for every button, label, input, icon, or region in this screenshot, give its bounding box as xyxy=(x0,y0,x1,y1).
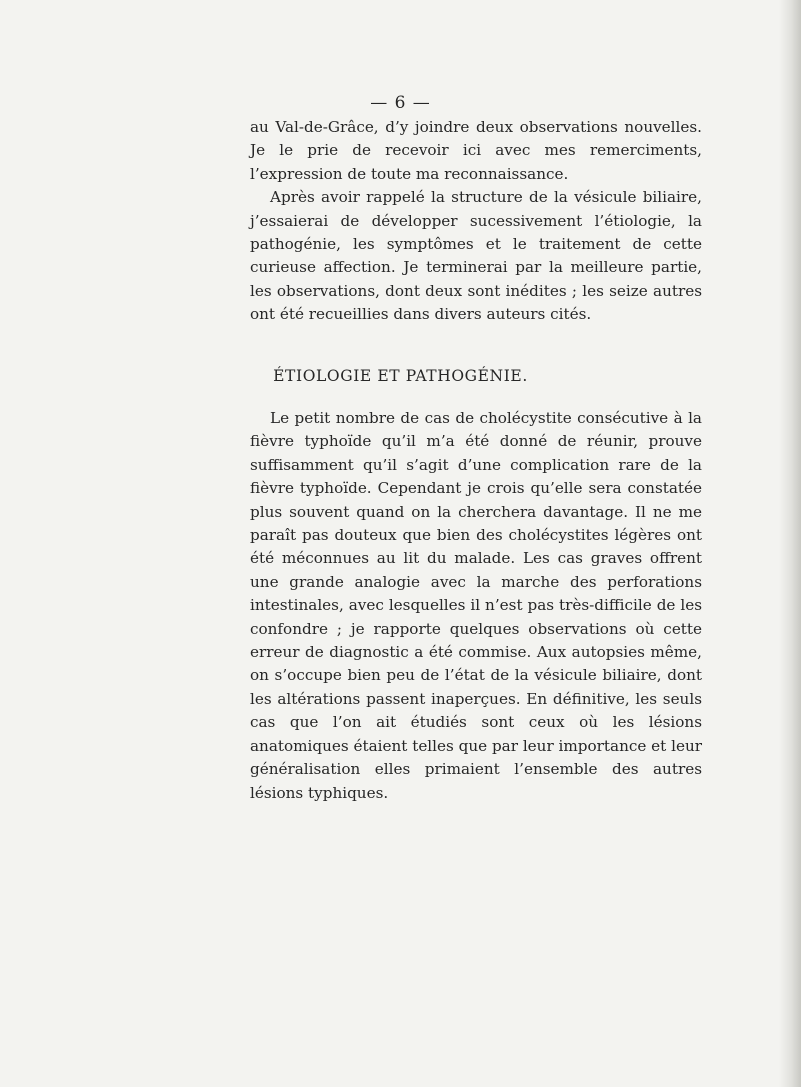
page-edge-shadow xyxy=(779,0,801,1087)
page-number: — 6 — xyxy=(370,93,431,113)
section-text xyxy=(250,407,702,805)
paragraph-1: au Val-de-Grâce, d’y joindre deux observations nouvelles. Je le prie de recevoir ici avec mes remerciments, l’expression de toute ma reconnaissance. xyxy=(250,118,702,183)
intro-text xyxy=(250,116,702,327)
section-heading: ÉTIOLOGIE ET PATHOGÉNIE. xyxy=(273,367,528,385)
paragraph-3: Le petit nombre de cas de cholécystite consécutive à la fièvre typhoïde qu’il m’a été donné de réunir, prouve suffisamment qu’il s’agit d’une complication rare de la fièvre typhoïde. Cependant je crois qu’elle sera constatée plus souvent quand on la cherchera davantage. Il ne me paraît pas douteux que bien des cholécystites légères ont été méconnues au lit du malade. Les cas graves offrent une grande analogie avec la marche des perforations intestinales, avec lesquelles il n’est pas très-difficile de les confondre ; je rapporte quelques observations où cette erreur de diagnostic a été commise. Aux autopsies même, on s’occupe bien peu de l’état de la vésicule biliaire, dont les altérations passent inaperçues. En définitive, les seuls cas que l’on ait étudiés sont ceux où les lésions anatomiques étaient telles que par leur importance et leur généralisation elles primaient l’ensemble des autres lésions typhiques. xyxy=(250,409,702,802)
paragraph-2: Après avoir rappelé la structure de la vésicule biliaire, j’essaierai de développer sucessivement l’étiologie, la pathogénie, les symptômes et le traitement de cette curieuse affection. Je terminerai par la meilleure partie, les observations, dont deux sont inédites ; les seize autres ont été recueillies dans divers auteurs cités. xyxy=(250,188,702,324)
